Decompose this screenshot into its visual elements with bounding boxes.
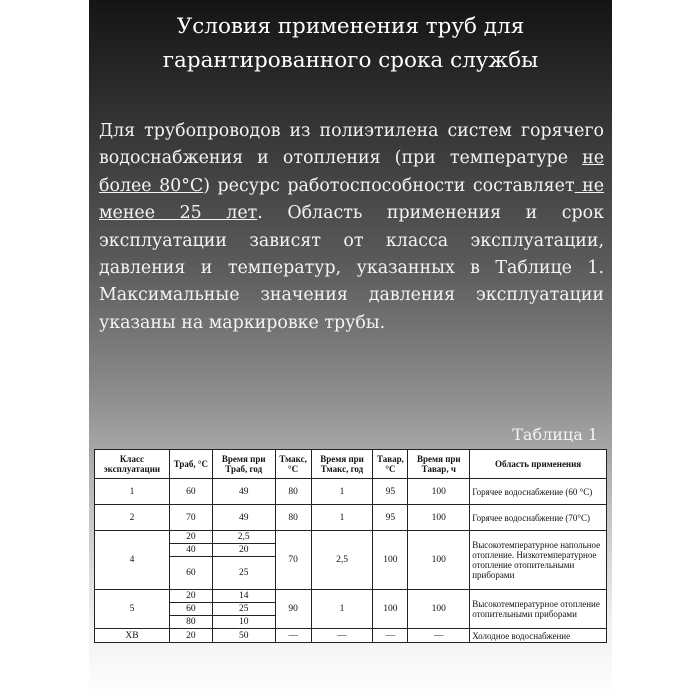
header-time-emergency: Время при Тавар, ч bbox=[408, 450, 470, 479]
page-title bbox=[89, 10, 612, 78]
cell-t-max: — bbox=[275, 629, 311, 643]
cell-t-work: 70 bbox=[169, 505, 212, 531]
cell-t-work: 40 bbox=[169, 544, 212, 557]
cell-time-work: 25 bbox=[212, 603, 275, 616]
header-t-emergency: Тавар, °С bbox=[373, 450, 408, 479]
table-row bbox=[95, 629, 607, 643]
cell-class: 5 bbox=[95, 590, 170, 629]
cell-area: Горячее водоснабжение (60 °С) bbox=[470, 479, 607, 505]
cell-class: 2 bbox=[95, 505, 170, 531]
title-line-1: Условия применения труб для bbox=[176, 14, 525, 39]
cell-time-work: 10 bbox=[212, 616, 275, 629]
table-header-row bbox=[95, 450, 607, 479]
table-row bbox=[95, 505, 607, 531]
cell-time-max: 1 bbox=[311, 505, 373, 531]
header-class: Класс эксплуатации bbox=[95, 450, 170, 479]
cell-time-max: 1 bbox=[311, 590, 373, 629]
cell-time-emergency: 100 bbox=[408, 479, 470, 505]
cell-t-work: 20 bbox=[169, 590, 212, 603]
cell-t-work: 80 bbox=[169, 616, 212, 629]
cell-time-max: 2,5 bbox=[311, 531, 373, 590]
header-area: Область применения bbox=[470, 450, 607, 479]
cell-time-emergency: 100 bbox=[408, 531, 470, 590]
cell-time-work: 49 bbox=[212, 505, 275, 531]
cell-t-emergency: 95 bbox=[373, 479, 408, 505]
cell-t-work: 60 bbox=[169, 603, 212, 616]
cell-t-emergency: 100 bbox=[373, 590, 408, 629]
cell-time-work: 14 bbox=[212, 590, 275, 603]
header-time-work: Время при Траб, год bbox=[212, 450, 275, 479]
cell-t-work: 60 bbox=[169, 557, 212, 590]
service-life: не менее 25 лет bbox=[99, 175, 604, 224]
cell-time-max: 1 bbox=[311, 479, 373, 505]
cell-t-max: 80 bbox=[275, 479, 311, 505]
body-text-part-1: Для трубопроводов из полиэтилена систем горячего водоснабжения и отопления (при температуре bbox=[99, 121, 604, 169]
cell-t-max: 80 bbox=[275, 505, 311, 531]
cell-class: ХВ bbox=[95, 629, 170, 643]
table-caption: Таблица 1 bbox=[512, 425, 598, 444]
cell-t-work: 20 bbox=[169, 531, 212, 544]
cell-area: Холодное водоснабжение bbox=[470, 629, 607, 643]
header-time-max: Время при Тмакс, год bbox=[311, 450, 373, 479]
table-row bbox=[95, 590, 607, 603]
operating-conditions-table bbox=[94, 449, 607, 643]
cell-t-emergency: 95 bbox=[373, 505, 408, 531]
header-t-work: Траб, °С bbox=[169, 450, 212, 479]
cell-t-emergency: 100 bbox=[373, 531, 408, 590]
cell-area: Горячее водоснабжение (70°С) bbox=[470, 505, 607, 531]
temperature-limit: не более 80°C bbox=[99, 148, 604, 196]
cell-time-emergency: 100 bbox=[408, 505, 470, 531]
cell-area: Высокотемпературное отопление отопительными приборами bbox=[470, 590, 607, 629]
cell-area: Высокотемпературное напольное отопление. Низкотемпературное отопление отопительными приборами bbox=[470, 531, 607, 590]
header-t-max: Тмакс, °С bbox=[275, 450, 311, 479]
table-row bbox=[95, 479, 607, 505]
cell-time-work: 49 bbox=[212, 479, 275, 505]
slide bbox=[89, 0, 612, 700]
cell-time-emergency: — bbox=[408, 629, 470, 643]
cell-time-work: 25 bbox=[212, 557, 275, 590]
cell-time-work: 50 bbox=[212, 629, 275, 643]
cell-t-work: 20 bbox=[169, 629, 212, 643]
cell-time-emergency: 100 bbox=[408, 590, 470, 629]
body-text-part-3: . Область применения и срок эксплуатации зависят от класса эксплуатации, давления и температур, указанных в Таблице 1. Максимальные значения давления эксплуатации указаны на маркировке трубы. bbox=[99, 203, 604, 333]
cell-t-work: 60 bbox=[169, 479, 212, 505]
body-paragraph bbox=[99, 118, 604, 337]
cell-t-emergency: — bbox=[373, 629, 408, 643]
cell-class: 1 bbox=[95, 479, 170, 505]
cell-t-max: 70 bbox=[275, 531, 311, 590]
body-text-part-2: ) ресурс работоспособности составляет bbox=[203, 175, 575, 196]
cell-time-work: 20 bbox=[212, 544, 275, 557]
cell-class: 4 bbox=[95, 531, 170, 590]
cell-time-work: 2,5 bbox=[212, 531, 275, 544]
table-row bbox=[95, 531, 607, 544]
title-line-2: гарантированного срока службы bbox=[162, 48, 539, 73]
cell-time-max: — bbox=[311, 629, 373, 643]
cell-t-max: 90 bbox=[275, 590, 311, 629]
